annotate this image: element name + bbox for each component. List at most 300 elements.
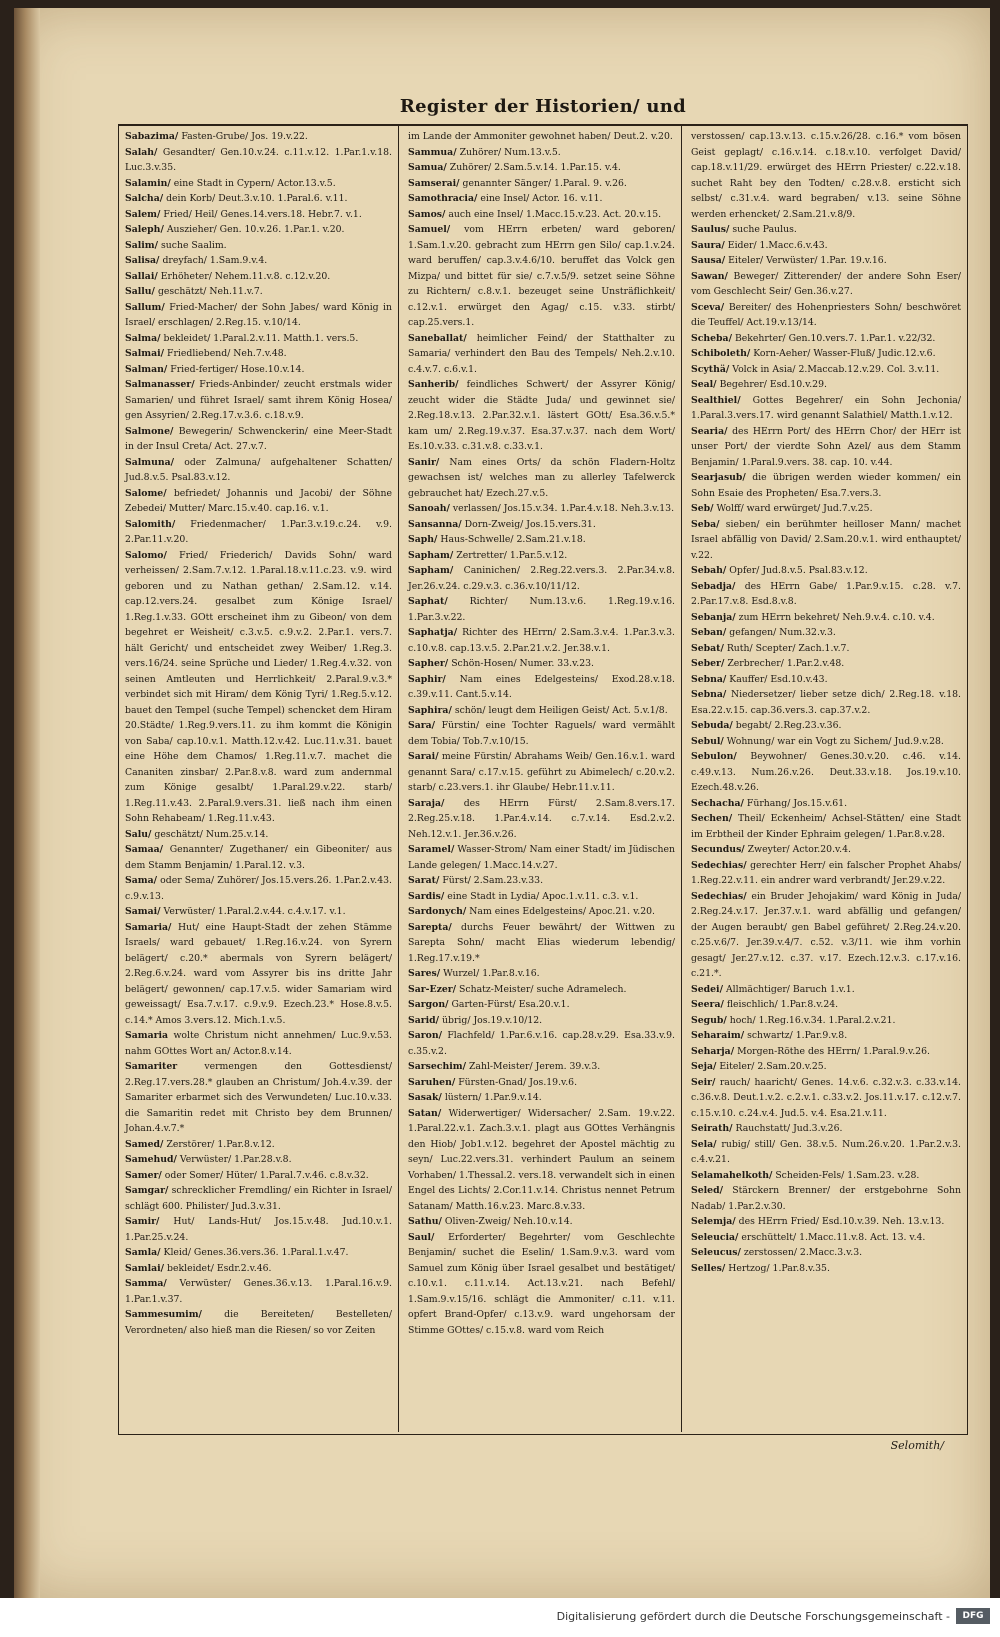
register-entry	[408, 904, 675, 920]
entry-headword: Sargon/	[408, 999, 449, 1010]
entry-headword: Samserai/	[408, 177, 460, 189]
register-entry	[125, 1245, 392, 1261]
register-entry	[125, 176, 392, 192]
register-entry	[125, 1261, 392, 1277]
entry-text: feindliches Schwert/ der Assyrer König/ zeucht wider die Städte Juda/ und gewinnet sie/ 2.Reg.18.v.13. 2.Par.32.v.1. lästert GOtt/ Esa.36.v.5.* kam um/ 2.Reg.19.v.37. Esa.37.v.37. nach dem Wort/ Es.10.v.33. c.31.v.8. c.33.v.1.	[408, 379, 675, 452]
register-entry	[125, 827, 392, 843]
entry-headword: Salman/	[125, 363, 168, 375]
entry-headword: Sallai/	[125, 270, 158, 282]
entry-headword: Salome/	[125, 487, 167, 499]
dfg-logo: DFG	[956, 1608, 990, 1624]
register-entry	[691, 300, 961, 331]
entry-text: Zuhörer/ 2.Sam.5.v.14. 1.Par.15. v.4.	[449, 162, 621, 173]
entry-headword: Sardonych/	[408, 906, 467, 917]
entry-text: hoch/ 1.Reg.16.v.34. 1.Paral.2.v.21.	[729, 1014, 896, 1026]
entry-headword: Sama/	[125, 875, 157, 886]
register-entry	[125, 238, 392, 254]
entry-text: Scheiden-Fels/ 1.Sam.23. v.28.	[775, 1169, 920, 1181]
column-middle	[402, 126, 682, 1432]
entry-text: Oliven-Zweig/ Neh.10.v.14.	[444, 1216, 573, 1227]
entry-text: befriedet/ Johannis und Jacobi/ der Söhne Zebedei/ Mutter/ Marc.15.v.40. cap.16. v.1.	[125, 487, 392, 514]
entry-text: Bereiter/ des Hohenpriesters Sohn/ beschwöret die Teuffel/ Act.19.v.13/14.	[691, 301, 961, 328]
entry-text: Gesandter/ Gen.10.v.24. c.11.v.12. 1.Par.1.v.18. Luc.3.v.35.	[125, 146, 392, 173]
entry-text: Nam eines Edelgesteins/ Apoc.21. v.20.	[469, 906, 655, 917]
register-entry	[125, 331, 392, 347]
entry-headword: Sanherib/	[408, 379, 459, 390]
register-entry	[691, 1044, 961, 1060]
register-entry	[408, 1214, 675, 1230]
entry-headword: Samehud/	[125, 1154, 177, 1165]
register-entry	[408, 1090, 675, 1106]
register-entry	[125, 1307, 392, 1338]
register-entry	[408, 1106, 675, 1215]
entry-text: Wohnung/ war ein Vogt zu Sichem/ Jud.9.v.28.	[726, 735, 944, 747]
register-entry	[125, 377, 392, 424]
entry-text: rauch/ haaricht/ Genes. 14.v.6. c.32.v.3. c.33.v.14. c.36.v.8. Deut.1.v.2. c.2.v.1. c.33.v.2. Jos.11.v.17. c.12.v.7. c.15.v.10. c.24.v.4. Jud.5. v.4. Esa.21.v.11.	[691, 1076, 961, 1119]
register-entry	[408, 842, 675, 873]
entry-text: Wasser-Strom/ Nam einer Stadt/ im Jüdischen Lande gelegen/ 1.Macc.14.v.27.	[408, 844, 675, 871]
register-entry	[691, 563, 961, 579]
entry-headword: Seled/	[691, 1185, 723, 1196]
entry-headword: Sceva/	[691, 301, 725, 313]
register-entry	[125, 486, 392, 517]
entry-headword: Samos/	[408, 208, 446, 220]
entry-text: Volck in Asia/ 2.Maccab.12.v.29. Col. 3.v.11.	[732, 363, 940, 375]
entry-headword: Samaria	[125, 1030, 169, 1041]
entry-headword: Sebna/	[691, 673, 727, 685]
entry-text: Fried/ Heil/ Genes.14.vers.18. Hebr.7. v.1.	[163, 208, 362, 220]
entry-text: fleischlich/ 1.Par.8.v.24.	[726, 999, 839, 1010]
register-entry	[125, 129, 392, 145]
entry-text: Kleid/ Genes.36.vers.36. 1.Paral.1.v.47.	[163, 1247, 349, 1258]
entry-headword: Scheba/	[691, 332, 732, 344]
entry-headword: Sammua/	[408, 146, 457, 158]
register-entry	[691, 1230, 961, 1246]
entry-text: dreyfach/ 1.Sam.9.v.4.	[162, 255, 268, 266]
entry-text: geschätzt/ Num.25.v.14.	[154, 828, 269, 840]
register-entry	[408, 1013, 675, 1029]
entry-text: schwartz/ 1.Par.9.v.8.	[747, 1030, 848, 1041]
register-entry	[408, 920, 675, 967]
register-entry	[691, 1059, 961, 1075]
entry-text: vom HErrn erbeten/ ward geboren/ 1.Sam.1.v.20. gebracht zum HErrn gen Silo/ cap.1.v.24. ward beruffen/ cap.3.v.4.6/10. beruffet das Volck gen Mizpa/ und bittet für sie/ c.7.v.5/9. setzet seine Söhne zu Richtern/ c.8.v.1. bezeuget seine Unsträflichkeit/ c.12.v.1. erwürget den Agag/ c.15. v.33. stirbt/ cap.25.vers.1.	[408, 224, 675, 328]
entry-headword: Saruhen/	[408, 1076, 456, 1088]
catchword: Selomith/	[890, 1439, 944, 1452]
entry-headword: Selamahelkoth/	[691, 1169, 773, 1181]
entry-headword: Searia/	[691, 425, 728, 437]
entry-text: Morgen-Röthe des HErrn/ 1.Paral.9.v.26.	[737, 1045, 930, 1057]
entry-headword: Salem/	[125, 208, 161, 220]
entry-headword: Salu/	[125, 828, 152, 840]
entry-headword: Seban/	[691, 627, 727, 638]
entry-text: rubig/ still/ Gen. 38.v.5. Num.26.v.20. 1.Par.2.v.3. c.4.v.21.	[691, 1138, 961, 1165]
entry-text: Hertzog/ 1.Par.8.v.35.	[728, 1262, 830, 1274]
register-entry	[691, 1013, 961, 1029]
entry-headword: Salamin/	[125, 177, 171, 189]
footer-bar	[0, 1598, 1000, 1637]
register-entry	[691, 362, 961, 378]
entry-text: Eider/ 1.Macc.6.v.43.	[727, 239, 828, 251]
register-entry	[125, 455, 392, 486]
entry-text: oder Zalmuna/ aufgehaltener Schatten/ Jud.8.v.5. Psal.83.v.12.	[125, 456, 392, 483]
entry-headword: Samma/	[125, 1278, 167, 1289]
entry-headword: Saphat/	[408, 596, 448, 607]
entry-text: eine Stadt in Lydia/ Apoc.1.v.11. c.3. v.1.	[447, 890, 639, 902]
register-entry	[125, 1137, 392, 1153]
register-entry	[691, 858, 961, 889]
entry-text: Gottes Begehrer/ ein Sohn Jechonia/ 1.Paral.3.vers.17. wird genannt Salathiel/ Matth.1.v.12.	[691, 394, 961, 421]
register-entry	[125, 424, 392, 455]
entry-headword: Sealthiel/	[691, 394, 741, 406]
register-entry	[691, 1183, 961, 1214]
register-entry	[408, 129, 675, 145]
register-entry	[125, 1028, 392, 1059]
entry-text: genannter Sänger/ 1.Paral. 9. v.26.	[462, 177, 627, 189]
register-entry	[125, 191, 392, 207]
register-entry	[125, 920, 392, 1029]
entry-text: bekleidet/ Esdr.2.v.46.	[167, 1262, 272, 1274]
entry-text: eine Insel/ Actor. 16. v.11.	[480, 193, 603, 204]
entry-text: Eiteler/ 2.Sam.20.v.25.	[719, 1061, 827, 1072]
entry-headword: Segub/	[691, 1014, 727, 1026]
register-entry	[691, 842, 961, 858]
entry-headword: Sallum/	[125, 301, 165, 313]
register-entry	[691, 393, 961, 424]
register-entry	[691, 346, 961, 362]
entry-text: schrecklicher Fremdling/ ein Richter in Israel/ schlägt 600. Philister/ Jud.3.v.31.	[125, 1185, 392, 1212]
entry-headword: Searjasub/	[691, 472, 746, 483]
entry-text: Allmächtiger/ Baruch 1.v.1.	[725, 983, 855, 995]
register-entry	[125, 1276, 392, 1307]
entry-text: gerechter Herr/ ein falscher Prophet Ahabs/ 1.Reg.22.v.11. ein andrer ward verbrandt/ Jer.29.v.22.	[691, 859, 961, 886]
entry-text: Korn-Aeher/ Wasser-Fluß/ Judic.12.v.6.	[753, 348, 936, 359]
entry-text: zum HErrn bekehret/ Neh.9.v.4. c.10. v.4.	[738, 611, 935, 623]
entry-headword: Sardis/	[408, 890, 445, 902]
running-header	[118, 96, 968, 125]
entry-text: des HErrn Fried/ Esd.10.v.39. Neh. 13.v.13.	[738, 1216, 945, 1227]
entry-text: Theil/ Eckenheim/ Achsel-Stätten/ eine Stadt im Erbtheil der Kinder Ephraim gelegen/ 1.Par.8.v.28.	[691, 813, 961, 840]
register-entry	[408, 594, 675, 625]
entry-text: oder Somer/ Hüter/ 1.Paral.7.v.46. c.8.v.32.	[164, 1169, 369, 1181]
register-entry	[408, 455, 675, 502]
entry-headword: Sebanja/	[691, 611, 736, 623]
entry-headword: Saphira/	[408, 704, 452, 716]
entry-text: Beweger/ Zitterender/ der andere Sohn Eser/ vom Geschlecht Seir/ Gen.36.v.27.	[691, 270, 961, 297]
register-entry	[125, 1152, 392, 1168]
register-entry	[691, 579, 961, 610]
entry-headword: Saphir/	[408, 673, 446, 685]
entry-text: Fürstin/ eine Tochter Raguels/ ward vermählt dem Tobia/ Tob.7.v.10/15.	[408, 720, 675, 747]
register-entry	[691, 889, 961, 982]
entry-text: des HErrn Gabe/ 1.Par.9.v.15. c.28. v.7. 2.Par.17.v.8. Esd.8.v.8.	[691, 580, 961, 607]
entry-text: Wurzel/ 1.Par.8.v.16.	[443, 968, 540, 979]
entry-text: Fried-fertiger/ Hose.10.v.14.	[170, 363, 305, 375]
entry-headword: Seja/	[691, 1061, 717, 1072]
entry-headword: Sarsechim/	[408, 1061, 466, 1072]
entry-text: Zuhörer/ Num.13.v.5.	[459, 146, 561, 158]
entry-headword: Secundus/	[691, 844, 745, 855]
register-entry	[691, 734, 961, 750]
entry-text: oder Sema/ Zuhörer/ Jos.15.vers.26. 1.Par.2.v.43. c.9.v.13.	[125, 875, 392, 902]
register-entry	[125, 253, 392, 269]
entry-headword: Sapham/	[408, 565, 454, 576]
entry-headword: Satan/	[408, 1107, 442, 1119]
register-entry	[691, 672, 961, 688]
register-entry	[408, 160, 675, 176]
entry-text: erschüttelt/ 1.Macc.11.v.8. Act. 13. v.4.	[741, 1231, 926, 1243]
entry-headword: Sathu/	[408, 1216, 442, 1227]
register-entry	[408, 1075, 675, 1091]
entry-text: durchs Feuer bewährt/ der Wittwen zu Sarepta Sohn/ macht Elias wiederum lebendig/ 1.Reg.17.v.19.*	[408, 921, 675, 964]
entry-text: Wolff/ ward erwürget/ Jud.7.v.25.	[716, 503, 873, 514]
entry-text: lüstern/ 1.Par.9.v.14.	[444, 1092, 542, 1103]
entry-headword: Salmanasser/	[125, 379, 195, 390]
entry-text: wolte Christum nicht annehmen/ Luc.9.v.53. nahm GOttes Wort an/ Actor.8.v.14.	[125, 1030, 392, 1057]
entry-headword: Selemja/	[691, 1216, 736, 1227]
entry-headword: Saura/	[691, 239, 725, 251]
entry-headword: Salmuna/	[125, 456, 175, 468]
entry-headword: Seir/	[691, 1076, 716, 1088]
entry-headword: Samothracia/	[408, 193, 478, 204]
entry-text: Bekehrter/ Gen.10.vers.7. 1.Par.1. v.22/32.	[734, 332, 936, 344]
entry-text: auch eine Insel/ 1.Macc.15.v.23. Act. 20.v.15.	[448, 208, 662, 220]
entry-headword: Samlai/	[125, 1262, 165, 1274]
entry-text: dein Korb/ Deut.3.v.10. 1.Paral.6. v.11.	[166, 193, 348, 204]
register-entry	[408, 517, 675, 533]
entry-headword: Sela/	[691, 1138, 717, 1150]
entry-headword: Samaa/	[125, 844, 164, 855]
entry-text: Hut/ Lands-Hut/ Jos.15.v.48. Jud.10.v.1. 1.Par.25.v.24.	[125, 1216, 392, 1243]
entry-text: die Bereiteten/ Bestelleten/ Verordneten/ also hieß man die Riesen/ so vor Zeiten	[125, 1309, 392, 1336]
register-entry	[125, 1183, 392, 1214]
entry-headword: Scythä/	[691, 363, 730, 375]
column-left	[119, 126, 399, 1432]
entry-text: Fasten-Grube/ Jos. 19.v.22.	[181, 131, 308, 142]
register-entry	[691, 501, 961, 517]
entry-headword: Saphatja/	[408, 627, 458, 638]
entry-text: suche Saalim.	[161, 239, 227, 251]
register-entry	[408, 873, 675, 889]
register-entry	[125, 1168, 392, 1184]
entry-headword: Saulus/	[691, 224, 730, 235]
entry-headword: Saramel/	[408, 844, 455, 855]
register-entry	[125, 904, 392, 920]
register-entry	[691, 1245, 961, 1261]
register-entry	[691, 641, 961, 657]
entry-text: bekleidet/ 1.Paral.2.v.11. Matth.1. vers.5.	[163, 332, 359, 344]
entry-text: eine Stadt in Cypern/ Actor.13.v.5.	[173, 177, 336, 189]
entry-headword: Seleucus/	[691, 1247, 741, 1258]
entry-headword: Saleph/	[125, 224, 164, 235]
register-entry	[125, 548, 392, 827]
entry-headword: Saph/	[408, 534, 438, 545]
register-entry	[125, 284, 392, 300]
entry-text: sieben/ ein berühmter heilloser Mann/ machet Israel abfällig von David/ 2.Sam.20.v.1. wird enthauptet/ v.22.	[691, 518, 961, 561]
entry-headword: Sawan/	[691, 270, 728, 282]
entry-text: Friedliebend/ Neh.7.v.48.	[167, 348, 287, 359]
entry-headword: Sechacha/	[691, 797, 744, 809]
register-entry	[408, 176, 675, 192]
register-entry	[691, 1028, 961, 1044]
entry-text: im Lande der Ammoniter gewohnet haben/ Deut.2. v.20.	[408, 131, 673, 142]
entry-headword: Sarepta/	[408, 921, 452, 933]
register-entry	[691, 1261, 961, 1277]
entry-headword: Sasak/	[408, 1092, 442, 1103]
entry-headword: Samaria/	[125, 921, 172, 933]
entry-text: vermengen den Gottesdienst/ 2.Reg.17.vers.28.* glauben an Christum/ Joh.4.v.39. der Samariter erbarmet sich des Verwundeten/ Luc.10.v.33. die Samaritin redet mit Christo bey dem Brunnen/ Johan.4.v.7.*	[125, 1061, 392, 1134]
entry-text: suche Paulus.	[732, 224, 797, 235]
entry-headword: Sansanna/	[408, 518, 462, 530]
entry-text: Verwüster/ 1.Paral.2.v.44. c.4.v.17. v.1.	[163, 906, 346, 917]
entry-headword: Sebulon/	[691, 751, 737, 762]
entry-text: Niedersetzer/ lieber setze dich/ 2.Reg.18. v.18. Esa.22.v.15. cap.36.vers.3. cap.37.v.2.	[691, 689, 961, 716]
entry-headword: Sebuda/	[691, 720, 733, 731]
register-entry	[125, 1059, 392, 1137]
register-entry	[408, 749, 675, 796]
entry-text: schön/ leugt dem Heiligen Geist/ Act. 5.v.1/8.	[454, 704, 668, 716]
register-entry	[691, 377, 961, 393]
register-entry	[408, 982, 675, 998]
entry-headword: Seleucia/	[691, 1231, 739, 1243]
entry-headword: Samariter	[125, 1061, 178, 1072]
register-entry	[691, 238, 961, 254]
page-title: Register der Historien/ und	[399, 96, 687, 117]
entry-text: des HErrn Port/ des HErrn Chor/ der HErr ist unser Port/ der vierdte Sohn Azel/ aus dem Stamm Benjamin/ 1.Paral.9.vers. 38. cap. 10. v.44.	[691, 425, 961, 468]
entry-headword: Salah/	[125, 146, 158, 158]
entry-text: Richter des HErrn/ 2.Sam.3.v.4. 1.Par.3.v.3. c.10.v.8. cap.13.v.5. 2.Par.21.v.2. Jer.38.v.1.	[408, 627, 675, 654]
entry-headword: Seharja/	[691, 1045, 735, 1057]
entry-headword: Sammesumim/	[125, 1309, 202, 1320]
register-entry	[125, 207, 392, 223]
register-entry	[691, 222, 961, 238]
entry-text: Kauffer/ Esd.10.v.43.	[729, 673, 828, 685]
entry-text: Genannter/ Zugethaner/ ein Gibeoniter/ aus dem Stamm Benjamin/ 1.Paral.12. v.3.	[125, 844, 392, 871]
register-entry	[691, 424, 961, 471]
register-entry	[408, 501, 675, 517]
entry-headword: Sedechias/	[691, 890, 747, 902]
register-entry	[125, 145, 392, 176]
entry-text: Verwüster/ 1.Par.28.v.8.	[179, 1154, 292, 1165]
register-entry	[691, 1137, 961, 1168]
register-entry	[125, 1214, 392, 1245]
entry-headword: Samer/	[125, 1169, 162, 1181]
register-entry	[691, 811, 961, 842]
entry-text: Flachfeld/ 1.Par.6.v.16. cap.28.v.29. Esa.33.v.9. c.35.v.2.	[408, 1030, 675, 1057]
entry-headword: Seb/	[691, 503, 714, 514]
entry-headword: Salim/	[125, 239, 159, 251]
register-entry	[691, 656, 961, 672]
entry-headword: Salmone/	[125, 425, 174, 437]
register-entry	[691, 718, 961, 734]
register-entry	[408, 1028, 675, 1059]
entry-text: Begehrer/ Esd.10.v.29.	[719, 379, 827, 390]
entry-text: geschätzt/ Neh.11.v.7.	[157, 286, 263, 297]
entry-text: die übrigen werden wieder kommen/ ein Sohn Esaie des Propheten/ Esa.7.vers.3.	[691, 472, 961, 499]
register-entry	[691, 1168, 961, 1184]
entry-headword: Samir/	[125, 1216, 160, 1227]
entry-headword: Selles/	[691, 1262, 726, 1274]
register-entry	[691, 997, 961, 1013]
entry-text: ein Bruder Jehojakim/ ward König in Juda/ 2.Reg.24.v.17. Jer.37.v.1. ward abfällig und gefangen/ der Augen beraubt/ gen Babel geführet/ 2.Reg.24.v.20. c.25.v.6/7. Jer.39.v.4/7. c.52. v.3/11. wie ihm vorhin gesagt/ Jer.27.v.12. c.37. v.17. Ezech.12.v.3. c.17.v.16. c.21.*.	[691, 890, 961, 979]
register-entry	[691, 269, 961, 300]
register-entry	[125, 269, 392, 285]
entry-headword: Sares/	[408, 968, 441, 979]
register-entry	[691, 982, 961, 998]
entry-headword: Sallu/	[125, 286, 155, 297]
entry-text: Verwüster/ Genes.36.v.13. 1.Paral.16.v.9. 1.Par.1.v.37.	[125, 1278, 392, 1305]
register-entry	[691, 1121, 961, 1137]
entry-headword: Sedei/	[691, 983, 723, 995]
register-entry	[408, 656, 675, 672]
entry-headword: Salmai/	[125, 348, 165, 359]
entry-text: Fried-Macher/ der Sohn Jabes/ ward König in Israel/ erschlagen/ 2.Reg.15. v.10/14.	[125, 301, 392, 328]
entry-headword: Sapher/	[408, 658, 449, 669]
entry-text: meine Fürstin/ Abrahams Weib/ Gen.16.v.1. ward genannt Sara/ c.17.v.15. geführt zu Abimelech/ c.20.v.2. starb/ c.23.vers.1. ihr Glaube/ Hebr.11.v.11.	[408, 751, 675, 793]
entry-text: Erhöheter/ Nehem.11.v.8. c.12.v.20.	[160, 270, 331, 282]
entry-text: Caninichen/ 2.Reg.22.vers.3. 2.Par.34.v.8. Jer.26.v.24. c.29.v.3. c.36.v.10/11/12.	[408, 565, 675, 592]
entry-text: Hut/ eine Haupt-Stadt der zehen Stämme Israels/ ward gebauet/ 1.Reg.16.v.24. von Syrern belägert/ c.20.* abermals von Syrern belägert/ 2.Reg.6.v.24. ward vom Assyrer bis ins dritte Jahr belägert/ gewonnen/ cap.17.v.5. wider Samariam wird geweissagt/ Esa.7.v.17. c.9.v.9. Ezech.23.* Hose.8.v.5. c.14.* Amos 3.vers.12. Mich.1.v.5.	[125, 921, 392, 1026]
entry-text: Stärckern Brenner/ der erstgebohrne Sohn Nadab/ 1.Par.2.v.30.	[691, 1185, 961, 1212]
book-gutter	[14, 8, 40, 1598]
register-entry	[125, 517, 392, 548]
entry-text: Nam eines Orts/ da schön Fladern-Holtz gewachsen ist/ welches man zu allerley Tafelwerck gebrauchet hat/ Ezech.27.v.5.	[408, 456, 675, 499]
entry-headword: Sechen/	[691, 813, 733, 824]
entry-text: Zertretter/ 1.Par.5.v.12.	[456, 549, 568, 561]
entry-headword: Sabazima/	[125, 131, 179, 142]
register-entry	[691, 610, 961, 626]
entry-headword: Sebul/	[691, 735, 724, 747]
entry-headword: Saraja/	[408, 797, 445, 809]
register-entry	[691, 687, 961, 718]
entry-headword: Salisa/	[125, 255, 160, 266]
register-entry	[691, 253, 961, 269]
register-entry	[408, 548, 675, 564]
entry-text: Beywohner/ Genes.30.v.20. c.46. v.14. c.49.v.13. Num.26.v.26. Deut.33.v.18. Jos.19.v.10. Ezech.48.v.26.	[691, 751, 961, 793]
book-page	[14, 8, 990, 1598]
entry-headword: Schiboleth/	[691, 348, 751, 359]
entry-headword: Samla/	[125, 1247, 161, 1258]
entry-text: Fürsten-Gnad/ Jos.19.v.6.	[458, 1076, 578, 1088]
entry-headword: Seber/	[691, 658, 725, 669]
entry-text: Schön-Hosen/ Numer. 33.v.23.	[451, 658, 594, 669]
entry-headword: Sebadja/	[691, 580, 736, 592]
entry-headword: Saul/	[408, 1231, 435, 1243]
register-entry	[408, 1230, 675, 1339]
entry-headword: Sapham/	[408, 549, 454, 561]
register-frame	[118, 125, 968, 1435]
entry-headword: Seirath/	[691, 1123, 733, 1134]
register-entry	[408, 625, 675, 656]
entry-headword: Samgar/	[125, 1185, 169, 1196]
entry-headword: Salcha/	[125, 193, 164, 204]
entry-text: Erforderter/ Begehrter/ vom Geschlechte Benjamin/ suchet die Eselin/ 1.Sam.9.v.3. ward vom Samuel zum König über Israel gesalbet und bestätiget/ c.10.v.1. c.11.v.14. Act.13.v.21. nach Befehl/ 1.Sam.9.v.15/16. schlägt die Ammoniter/ c.11. v.11. opfert Brand-Opfer/ c.13.v.9. ward ungehorsam der Stimme GOttes/ c.15.v.8. ward vom Reich	[408, 1231, 675, 1336]
entry-headword: Sebna/	[691, 689, 727, 700]
entry-text: Richter/ Num.13.v.6. 1.Reg.19.v.16. 1.Par.3.v.22.	[408, 596, 675, 623]
entry-headword: Sanoah/	[408, 503, 450, 514]
entry-text: begabt/ 2.Reg.23.v.36.	[735, 720, 842, 731]
entry-text: verstossen/ cap.13.v.13. c.15.v.26/28. c.16.* vom bösen Geist geplagt/ c.16.v.14. c.18.v.10. verfolget David/ cap.18.v.11/29. erwürget des HErrn Priester/ c.22.v.18. suchet Raht bey den Todten/ c.28.v.8. ersticht sich selbst/ c.31.v.4. ward begraben/ v.13. seine Söhne werden erhencket/ 2.Sam.21.v.8/9.	[691, 131, 961, 220]
entry-text: Nam eines Edelgesteins/ Exod.28.v.18. c.39.v.11. Cant.5.v.14.	[408, 673, 675, 700]
register-entry	[125, 362, 392, 378]
entry-text: Friedenmacher/ 1.Par.3.v.19.c.24. v.9. 2.Par.11.v.20.	[125, 518, 392, 545]
entry-text: übrig/ Jos.19.v.10/12.	[442, 1014, 543, 1026]
register-entry	[691, 331, 961, 347]
entry-text: Fried/ Friederich/ Davids Sohn/ ward verheissen/ 2.Sam.7.v.12. 1.Paral.18.v.11.c.23. v.9. wird geboren und zu Nathan gethan/ 2.Sam.12. v.14. cap.12.vers.24. gesalbet zum Könige Israel/ 1.Reg.1.v.33. GOtt erscheinet ihm zu Gibeon/ von dem begehret er Weisheit/ c.3.v.5. c.9.v.2. 2.Par.1. vers.7. hält Gericht/ und entscheidet zwey Weiber/ 1.Reg.3. vers.16/24. seine Sprüche und Lieder/ 1.Reg.4.v.32. von seinen Amtleuten und Herrlichkeit/ 2.Paral.9.v.3.* verbindet sich mit Hiram/ dem König Tyri/ 1.Reg.5.v.12. bauet den Tempel (suche Tempel) schencket dem Hiram 20.Städte/ 1.Reg.9.vers.11. zu ihm kommt die Königin von Saba/ cap.10.v.1. Matth.12.v.42. Luc.11.v.31. bauet eine Höhe dem Chamos/ 1.Reg.11.v.7. machet die Cananiten zinsbar/ 2.Par.8.v.8. ward zum andernmal zum Könige gesalbt/ 1.Paral.29.v.22. starb/ 1.Reg.11.v.43. 2.Paral.9.vers.31. ließ nach ihm einen Sohn Rehabeam/ 1.Reg.11.v.43.	[125, 549, 392, 824]
entry-text: Bewegerin/ Schwenckerin/ eine Meer-Stadt in der Insul Creta/ Act. 27.v.7.	[125, 425, 392, 452]
register-entry	[125, 346, 392, 362]
entry-text: Frieds-Anbinder/ zeucht erstmals wider Samarien/ und führet Israel/ samt ihrem König Hosea/ gen Assyrien/ 2.Reg.17.v.3.6. c.18.v.9.	[125, 379, 392, 421]
entry-headword: Seharaim/	[691, 1030, 745, 1041]
